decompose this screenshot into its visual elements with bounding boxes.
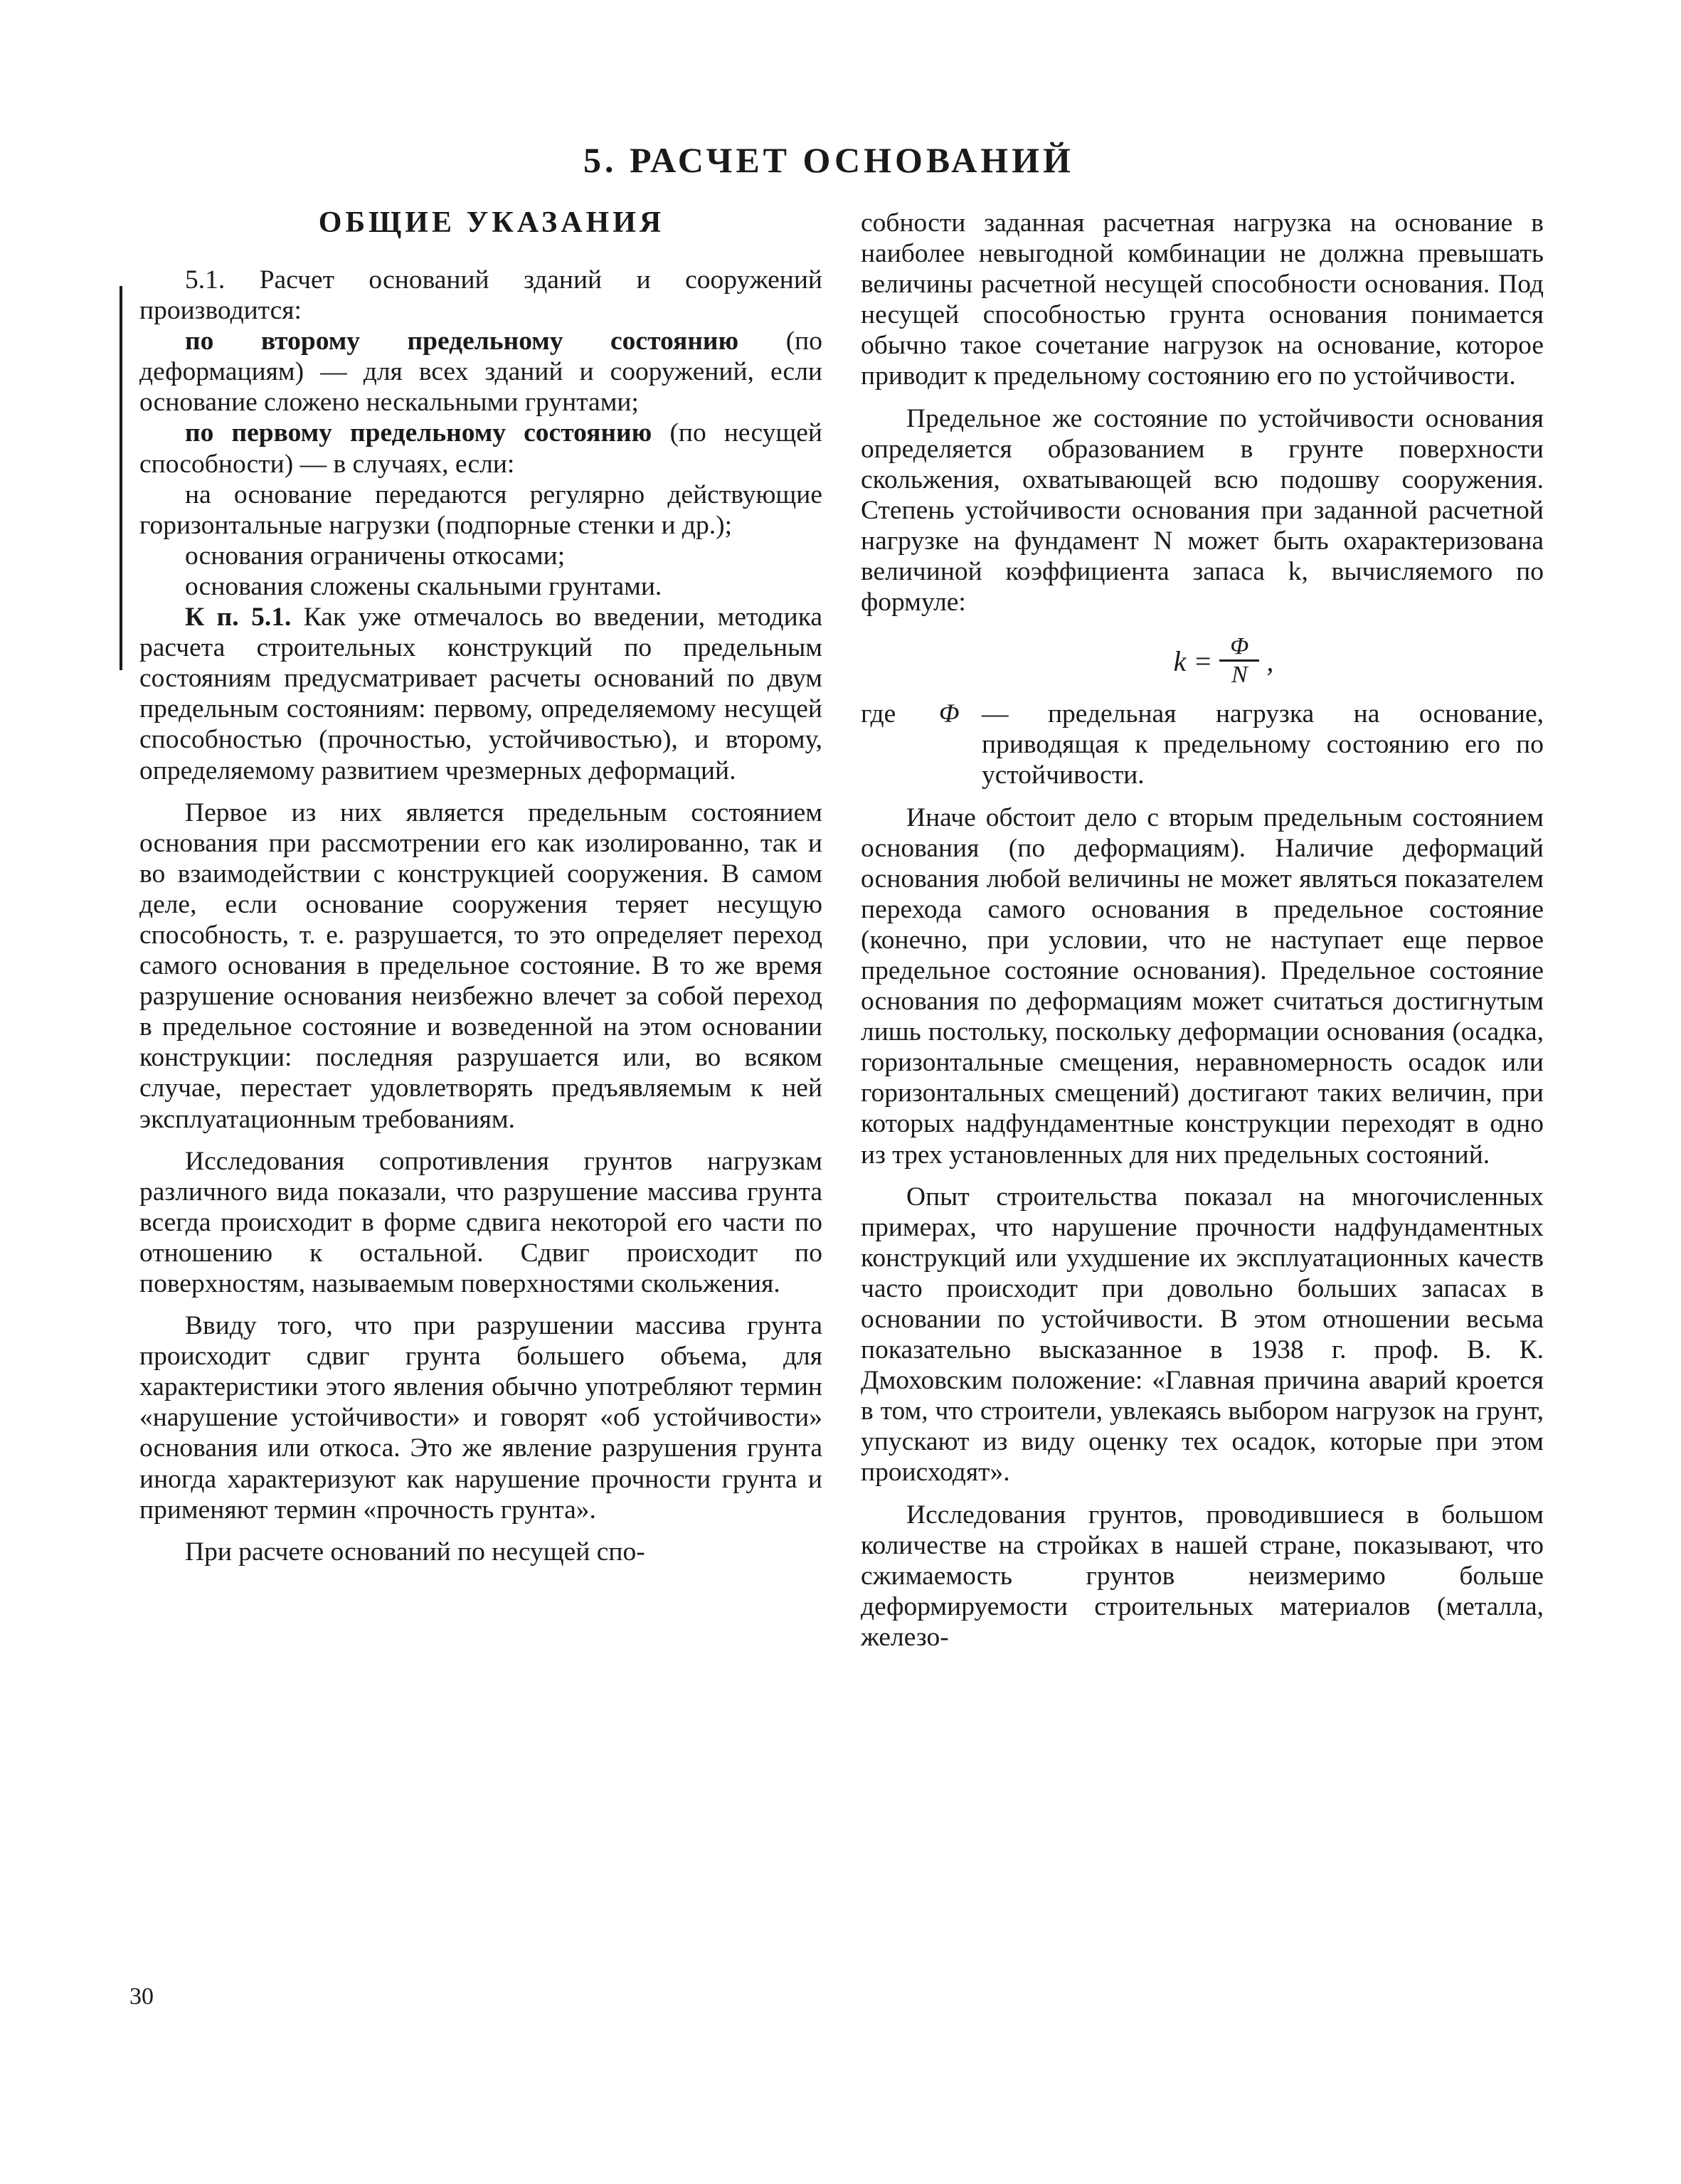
condition-horizontal-loads: на основание передаются регулярно действующие горизонтальные нагрузки (подпорные стенки и др.);: [139, 479, 822, 540]
paragraph: Первое из них является предельным состоянием основания при рассмотрении его как изолированно, так и во взаимодействии с конструкцией сооружения. В самом деле, если основание сооружения теряет несущую способность, т. е. разрушается, то это определяет переход самого основания в предельное состояние. В то же время разрушение основания неизбежно влечет за собой переход в предельное состояние и возведенной на этом основании конструкции: последняя разрушается или, во всяком случае, перестает удовлетворять предъявляемым к ней эксплуатационным требованиям.: [139, 797, 822, 1134]
formula-tail: ,: [1266, 645, 1274, 677]
legend-keyword: где: [861, 699, 896, 729]
commentary-text: Как уже отмечалось во введении, методика расчета строительных конструкций по предельным состояниям предусматривает расчеты оснований по двум предельным состояниям: первому, определяемому несущей способностью (прочностью, устойчивостью), и второму, определяемому развитием чрезмерных деформаций.: [139, 603, 822, 785]
legend-definition: — предельная нагрузка на основание, приводящая к предельному состоянию его по устойчивости.: [982, 699, 1544, 790]
commentary-ref: К п. 5.1.: [185, 603, 292, 632]
paragraph: Ввиду того, что при разрушении массива грунта происходит сдвиг грунта большего объема, для характеристики этого явления обычно употребляют термин «нарушение устойчивости» и говорят «об устойчивости» основания или откоса. Это же явление разрушения грунта иногда характеризуют как нарушение прочности грунта и применяют термин «прочность грунта».: [139, 1311, 822, 1525]
bold-term: по первому предельному состоянию: [185, 418, 652, 448]
paragraph: Предельное же состояние по устойчивости основания определяется образованием в грунте поверхности скольжения, охватывающей всю подошву сооружения. Степень устойчивости основания при заданной расчетной нагрузке на фундамент N может быть охарактеризована величиной коэффициента запаса k, вычисляемого по формуле:: [861, 403, 1544, 617]
clause-5-1: 5.1. Расчет оснований зданий и сооружений производится:: [139, 265, 822, 326]
right-column: [861, 208, 1544, 1653]
clause-first-limit-state: [139, 418, 822, 479]
page-number: 30: [129, 1983, 154, 2010]
section-heading: ОБЩИЕ УКАЗАНИЯ: [318, 206, 665, 239]
paragraph: Иначе обстоит дело с вторым предельным состоянием основания (по деформациям). Наличие деформаций основания любой величины не может являться показателем перехода самого основания в предельное состояние (конечно, при условии, что не наступает еще первое предельное состояние основания). Предельное состояние основания по деформациям может считаться достигнутым лишь постольку, поскольку деформации основания (осадка, горизонтальные смещения, неравномерность осадок или горизонтальных смещений) достигают таких величин, при которых надфундаментные конструкции переходят в одно из трех установленных для них предельных состояний.: [861, 802, 1544, 1170]
chapter-title: 5. РАСЧЕТ ОСНОВАНИЙ: [583, 140, 1074, 180]
paragraph: собности заданная расчетная нагрузка на основание в наиболее невыгодной комбинации не должна превышать величины расчетной несущей способности основания. Под несущей способностью грунта основания понимается обычно такое сочетание нагрузок на основание, которое приводит к предельному состоянию его по устойчивости.: [861, 208, 1544, 391]
legend-symbol: Φ: [939, 699, 960, 729]
clause-text: (по несущей способности) — в случаях, если:: [139, 418, 822, 479]
formula-legend: [861, 699, 1544, 790]
bold-term: по второму предельному состоянию: [185, 327, 739, 356]
clause-text: (по деформациям) — для всех зданий и сооружений, если основание сложено нескальными грунтами;: [139, 327, 822, 418]
paragraph: Исследования сопротивления грунтов нагрузкам различного вида показали, что разрушение массива грунта всегда происходит в форме сдвига некоторой его части по отношению к остальной. Сдвиг происходит по поверхностям, называемым поверхностями скольжения.: [139, 1146, 822, 1298]
left-column: [139, 208, 822, 1567]
paragraph: При расчете оснований по несущей спо-: [185, 1537, 645, 1567]
paragraph: Исследования грунтов, проводившиеся в большом количестве на стройках в нашей стране, показывают, что сжимаемость грунтов неизмеримо больше деформируемости строительных материалов (металла, железо-: [861, 1500, 1544, 1652]
commentary-5-1: [139, 602, 822, 786]
paragraph: Опыт строительства показал на многочисленных примерах, что нарушение прочности надфундаментных конструкций или ухудшение их эксплуатационных качеств часто происходит при довольно больших запасах в основании по устойчивости. В этом отношении весьма показательно высказанное в 1938 г. проф. В. К. Дмоховским положение: «Главная причина аварий кроется в том, что строители, увлекаясь выбором нагрузок на грунт, упускают из виду оценку тех осадок, которые при этом происходят».: [861, 1182, 1544, 1488]
fraction: [1219, 634, 1259, 689]
fraction-numerator: Φ: [1230, 632, 1249, 659]
margin-change-bar: [120, 286, 122, 670]
formula-lhs: k =: [1173, 645, 1213, 677]
clause-second-limit-state: [139, 326, 822, 418]
condition-rock: основания сложены скальными грунтами.: [185, 571, 662, 601]
condition-slopes: основания ограничены откосами;: [185, 541, 566, 571]
fraction-denominator: N: [1231, 661, 1248, 688]
safety-factor-formula: [903, 630, 1544, 691]
